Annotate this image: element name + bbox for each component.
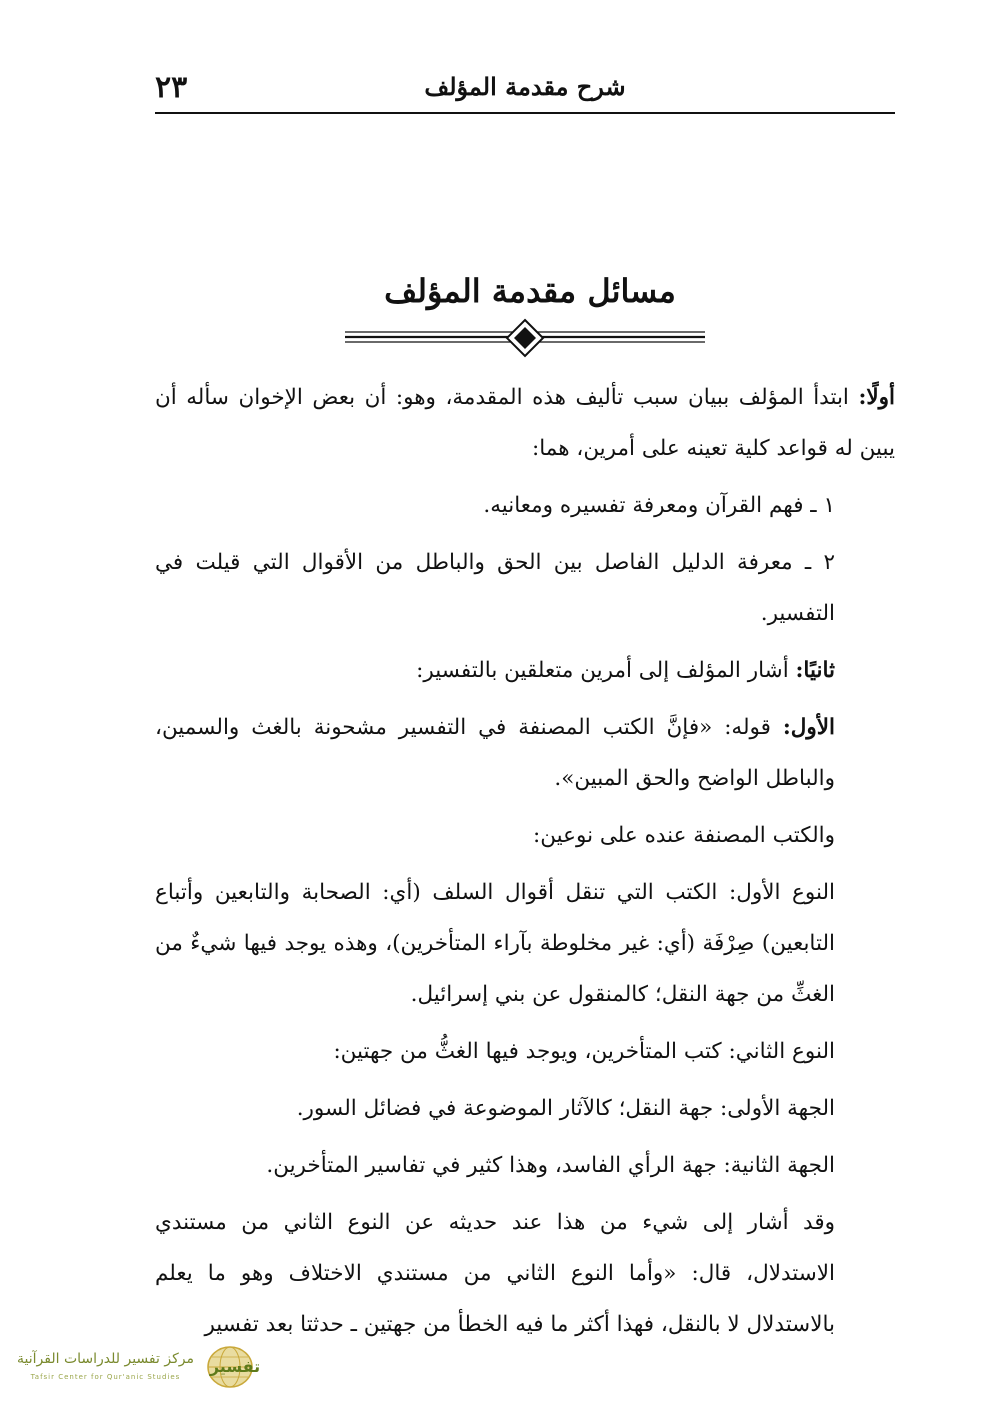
paragraph-text: الجهة الأولى: جهة النقل؛ كالآثار الموضوعة في فضائل السور. [296, 1096, 835, 1121]
paragraph-second [155, 645, 895, 696]
paragraph-text: وقد أشار إلى شيء من هذا عند حديثه عن النوع الثاني من مستندي الاستدلال، قال: «وأما النوع الثاني من مستندي الاختلاف وهو ما يعلم بالاستدلال لا بالنقل، فهذا أكثر ما فيه الخطأ من جهتين ـ حدثتا بعد تفسير [155, 1210, 835, 1337]
paragraph-text: ٢ ـ معرفة الدليل الفاصل بين الحق والباطل من الأقوال التي قيلت في التفسير. [155, 550, 835, 626]
title-ornament [345, 318, 705, 362]
paragraph-lead: أولًا: [858, 385, 895, 410]
logo-subtitle: Tafsir Center for Qur'anic Studies [30, 1373, 181, 1381]
paragraph-text: والكتب المصنفة عنده على نوعين: [533, 823, 835, 848]
paragraph-kind-two [155, 1026, 895, 1077]
paragraph-text: أشار المؤلف إلى أمرين متعلقين بالتفسير: [416, 658, 796, 683]
paragraph-text: قوله: «فإنَّ الكتب المصنفة في التفسير مشحونة بالغث والسمين، والباطل الواضح والحق المبين». [155, 715, 835, 791]
paragraph-kind-one [155, 867, 895, 1020]
page-number: ٢٣ [155, 70, 188, 105]
logo-name: مركز تفسير للدراسات القرآنية [17, 1351, 194, 1367]
running-header [155, 60, 895, 114]
paragraph-quote [155, 1197, 895, 1350]
paragraph-aspect-two [155, 1140, 895, 1191]
paragraph-text: النوع الثاني: كتب المتأخرين، ويوجد فيها الغثُّ من جهتين: [333, 1039, 835, 1064]
paragraph-reason [155, 372, 895, 474]
paragraph-first-matter [155, 702, 895, 804]
list-item-2 [155, 537, 895, 639]
paragraph-lead: الأول: [782, 715, 835, 740]
paragraph-aspect-one [155, 1083, 895, 1134]
paragraph-two-kinds [155, 810, 895, 861]
logo-emblem-text: تفسير [209, 1357, 261, 1376]
paragraph-text: الجهة الثانية: جهة الرأي الفاسد، وهذا كثير في تفاسير المتأخرين. [266, 1153, 835, 1178]
paragraph-text: ابتدأ المؤلف ببيان سبب تأليف هذه المقدمة، وهو: أن بعض الإخوان سأله أن يبين له قواعد كلية تعينه على أمرين، هما: [155, 385, 895, 461]
paragraph-lead: ثانيًا: [795, 658, 835, 683]
running-title: شرح مقدمة المؤلف [424, 72, 626, 101]
section-title: مسائل مقدمة المؤلف [384, 272, 676, 310]
paragraph-text: النوع الأول: الكتب التي تنقل أقوال السلف (أي: الصحابة والتابعين وأتباع التابعين) صِرْفَة (أي: غير مخلوطة بآراء المتأخرين)، وهذه يوجد فيها شيءٌ من الغثِّ من جهة النقل؛ كالمنقول عن بني إسرائيل. [155, 880, 835, 1007]
list-item-1 [155, 480, 895, 531]
publisher-logo [5, 1345, 270, 1390]
body-text [155, 372, 895, 1356]
paragraph-text: ١ ـ فهم القرآن ومعرفة تفسيره ومعانيه. [483, 493, 835, 518]
